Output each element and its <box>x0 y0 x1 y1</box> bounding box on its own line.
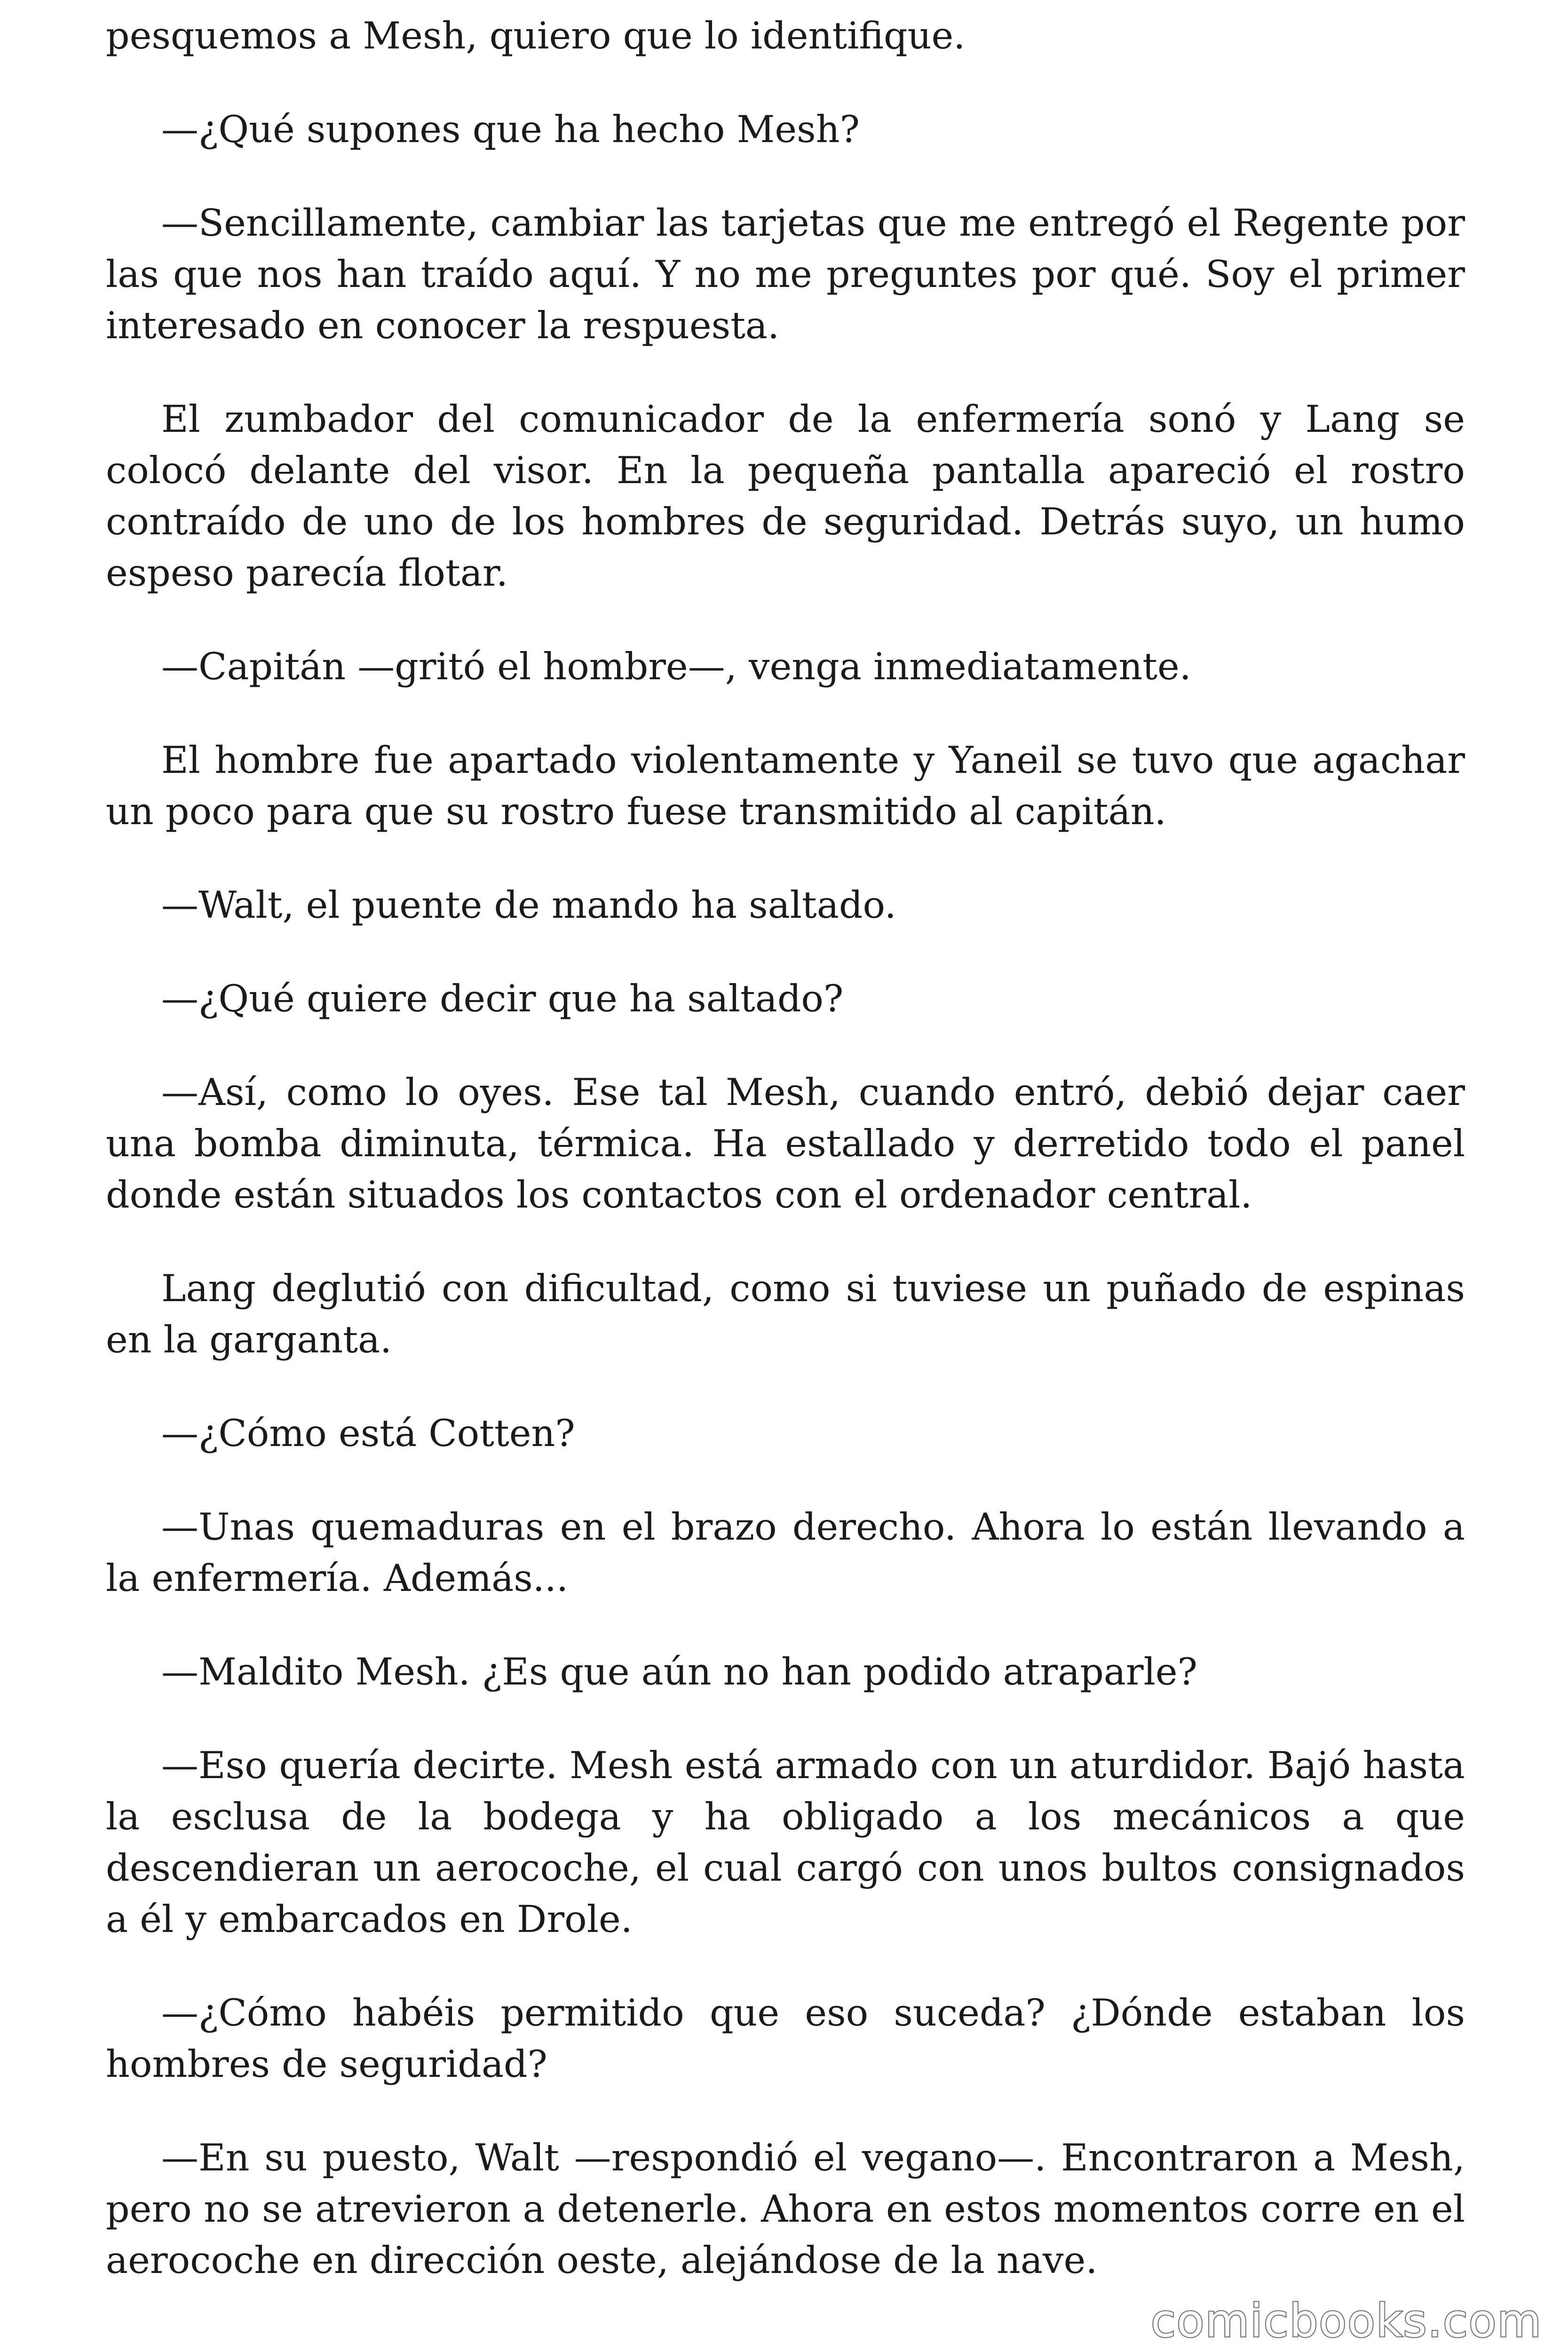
paragraph: —¿Cómo está Cotten? <box>161 1412 575 1455</box>
watermark: comicbooks.com <box>1150 2295 1542 2347</box>
paragraph: —¿Qué supones que ha hecho Mesh? <box>161 108 860 151</box>
paragraph: —Maldito Mesh. ¿Es que aún no han podido atraparle? <box>161 1650 1198 1693</box>
paragraph: —¿Cómo habéis permitido que eso suceda? ¿Dónde estaban los hombres de seguridad? <box>106 1991 1465 2086</box>
paragraph: —Unas quemaduras en el brazo derecho. Ahora lo están llevando a la enfermería. Además... <box>106 1505 1465 1600</box>
body-text <box>106 10 1465 2328</box>
paragraph: Lang deglutió con dificultad, como si tuviese un puñado de espinas en la garganta. <box>106 1267 1465 1361</box>
paragraph: —Así, como lo oyes. Ese tal Mesh, cuando entró, debió dejar caer una bomba diminuta, térmica. Ha estallado y derretido todo el panel donde están situados los contactos con el ordenador central. <box>106 1071 1465 1216</box>
paragraph: —Capitán —gritó el hombre—, venga inmediatamente. <box>161 645 1191 688</box>
paragraph: —Eso quería decirte. Mesh está armado con un aturdidor. Bajó hasta la esclusa de la bodega y ha obligado a los mecánicos a que descendieran un aerocoche, el cual cargó con unos bultos consignados a él y embarcados en Drole. <box>106 1744 1465 1941</box>
paragraph: El zumbador del comunicador de la enfermería sonó y Lang se colocó delante del visor. En la pequeña pantalla apareció el rostro contraído de uno de los hombres de seguridad. Detrás suyo, un humo espeso parecía flotar. <box>106 397 1465 595</box>
paragraph: El hombre fue apartado violentamente y Yaneil se tuvo que agachar un poco para que su rostro fuese transmitido al capitán. <box>106 739 1465 833</box>
paragraph: pesquemos a Mesh, quiero que lo identifique. <box>106 14 966 57</box>
paragraph: —¿Qué quiere decir que ha saltado? <box>161 977 844 1020</box>
paragraph: —Sencillamente, cambiar las tarjetas que me entregó el Regente por las que nos han traído aquí. Y no me preguntes por qué. Soy el primer interesado en conocer la respuesta. <box>106 201 1465 347</box>
paragraph: —En su puesto, Walt —respondió el vegano—. Encontraron a Mesh, pero no se atrevieron a detenerle. Ahora en estos momentos corre en el aerocoche en dirección oeste, alejándose de la nave. <box>106 2136 1465 2282</box>
paragraph: —Walt, el puente de mando ha saltado. <box>161 883 896 927</box>
